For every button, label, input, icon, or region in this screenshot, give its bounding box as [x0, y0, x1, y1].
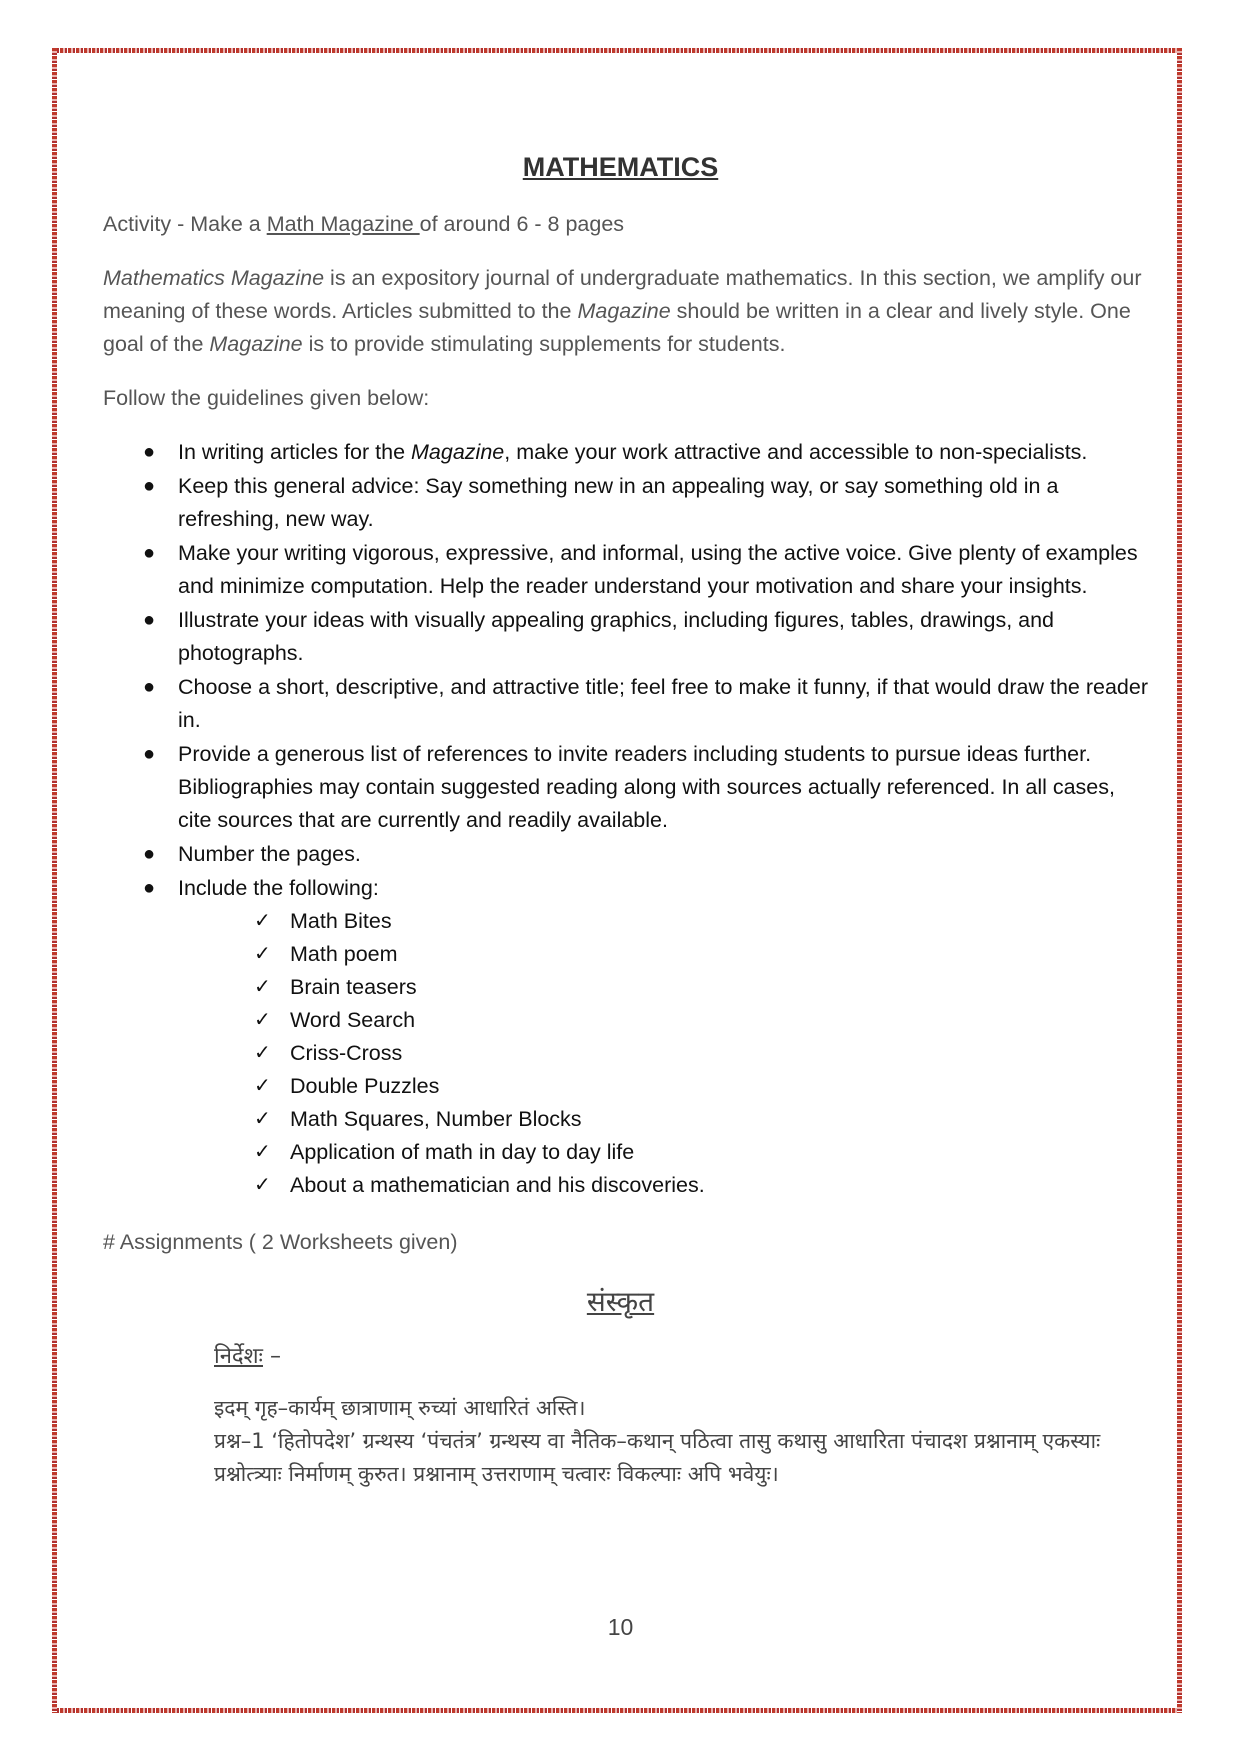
checklist-label: Math poem: [290, 942, 398, 966]
checklist-label: Criss-Cross: [290, 1041, 403, 1065]
page-title: MATHEMATICS: [522, 152, 719, 182]
guideline-5: Choose a short, descriptive, and attractive title; feel free to make it funny, if that would draw the reader in.: [178, 675, 1148, 732]
list-item: [140, 537, 1150, 603]
checklist-item: [254, 905, 1226, 938]
intro-text-b: should be written in a clear and lively style. One goal of the: [103, 299, 1131, 356]
page-number: 10: [607, 1614, 634, 1640]
list-item: [140, 872, 1150, 1202]
list-item: [140, 470, 1150, 536]
include-checklist: [254, 905, 1226, 1202]
checkmark-icon: ✓: [254, 1075, 271, 1097]
page-border-right: [1177, 48, 1182, 1713]
guidelines-intro: Follow the guidelines given below:: [103, 386, 430, 410]
checkmark-icon: ✓: [254, 1108, 271, 1130]
sanskrit-body: [214, 1392, 1114, 1491]
checklist-label: Math Squares, Number Blocks: [290, 1107, 582, 1131]
list-item: [140, 838, 1150, 871]
checklist-label: Word Search: [290, 1008, 416, 1032]
sanskrit-instruction-label: निर्देशः: [214, 1344, 263, 1369]
sanskrit-instruction-dash: –: [263, 1344, 281, 1369]
page-border-top: [52, 48, 1182, 53]
checkmark-icon: ✓: [254, 976, 271, 998]
activity-line: [103, 208, 1143, 241]
intro-text-a: is an expository journal of undergraduate mathematics. In this section, we amplify our meaning of these words. Articles submitted to the: [103, 266, 1142, 323]
activity-magazine-link: Math Magazine: [266, 212, 420, 236]
checklist-label: About a mathematician and his discoveries.: [290, 1173, 705, 1197]
sanskrit-instruction-heading: [214, 1340, 281, 1370]
bullet-icon: ●: [143, 676, 156, 698]
intro-italic-title: Mathematics Magazine: [103, 266, 325, 290]
checklist-item: [254, 1136, 1226, 1169]
activity-prefix: Activity - Make a: [103, 212, 267, 236]
checkmark-icon: ✓: [254, 1009, 271, 1031]
checklist-item: [254, 1070, 1226, 1103]
guideline-8: Include the following:: [178, 876, 379, 900]
checklist-label: Application of math in day to day life: [290, 1140, 635, 1164]
checklist-item: [254, 971, 1226, 1004]
guidelines-list: [140, 436, 1150, 1203]
guideline-2: Keep this general advice: Say something new in an appealing way, or say something old in a refreshing, new way.: [178, 474, 1059, 531]
intro-paragraph: [103, 262, 1143, 361]
list-item: [140, 671, 1150, 737]
intro-italic-3: Magazine: [209, 332, 303, 356]
assignments-note: # Assignments ( 2 Worksheets given): [103, 1230, 458, 1254]
sanskrit-title: संस्कृत: [586, 1285, 655, 1318]
checklist-item: [254, 938, 1226, 971]
checklist-item: [254, 1169, 1226, 1202]
bullet-icon: ●: [143, 843, 156, 865]
bullet-icon: ●: [143, 475, 156, 497]
checklist-label: Brain teasers: [290, 975, 417, 999]
bullet-icon: ●: [143, 609, 156, 631]
page-border-bottom: [52, 1708, 1182, 1713]
bullet-icon: ●: [143, 743, 156, 765]
intro-text-c: is to provide stimulating supplements for students.: [302, 332, 786, 356]
bullet-icon: ●: [143, 441, 156, 463]
guideline-1b: , make your work attractive and accessible to non-specialists.: [504, 440, 1088, 464]
checklist-item: [254, 1004, 1226, 1037]
checklist-label: Math Bites: [290, 909, 392, 933]
checklist-label: Double Puzzles: [290, 1074, 440, 1098]
checkmark-icon: ✓: [254, 1174, 271, 1196]
page-border-left: [52, 48, 57, 1713]
list-item: [140, 738, 1150, 837]
checkmark-icon: ✓: [254, 910, 271, 932]
checkmark-icon: ✓: [254, 943, 271, 965]
checklist-item: [254, 1037, 1226, 1070]
activity-suffix: of around 6 - 8 pages: [419, 212, 625, 236]
intro-italic-2: Magazine: [577, 299, 671, 323]
guideline-3: Make your writing vigorous, expressive, and informal, using the active voice. Give plenty of examples and minimize computation. Help the reader understand your motivation and share your insights.: [178, 541, 1138, 598]
list-item: [140, 436, 1150, 469]
guideline-4: Illustrate your ideas with visually appealing graphics, including figures, tables, drawings, and photographs.: [178, 608, 1055, 665]
guideline-1-italic: Magazine: [411, 440, 505, 464]
bullet-icon: ●: [143, 877, 156, 899]
checkmark-icon: ✓: [254, 1141, 271, 1163]
guideline-7: Number the pages.: [178, 842, 361, 866]
sanskrit-question-1: प्रश्न–1 ‘हितोपदेश’ ग्रन्थस्य ‘पंचतंत्र’ ग्रन्थस्य वा नैतिक–कथान् पठित्वा तासु कथासु आधारिता पंचादश प्रश्नानाम् एकस्याः प्रश्नोत्त्र्याः निर्माणम् कुरुत। प्रश्नानाम् उत्तराणाम् चत्वारः विकल्पाः अपि भवेयुः।: [214, 1429, 1101, 1486]
checkmark-icon: ✓: [254, 1042, 271, 1064]
list-item: [140, 604, 1150, 670]
sanskrit-line-1: इदम् गृह–कार्यम् छात्राणाम् रुच्यां आधारितं अस्ति।: [214, 1396, 586, 1420]
bullet-icon: ●: [143, 542, 156, 564]
guideline-1a: In writing articles for the: [178, 440, 412, 464]
guideline-6: Provide a generous list of references to invite readers including students to pursue ideas further. Bibliographies may contain suggested reading along with sources actually referenced. In all cases, cite sources that are currently and readily available.: [178, 742, 1115, 832]
checklist-item: [254, 1103, 1226, 1136]
